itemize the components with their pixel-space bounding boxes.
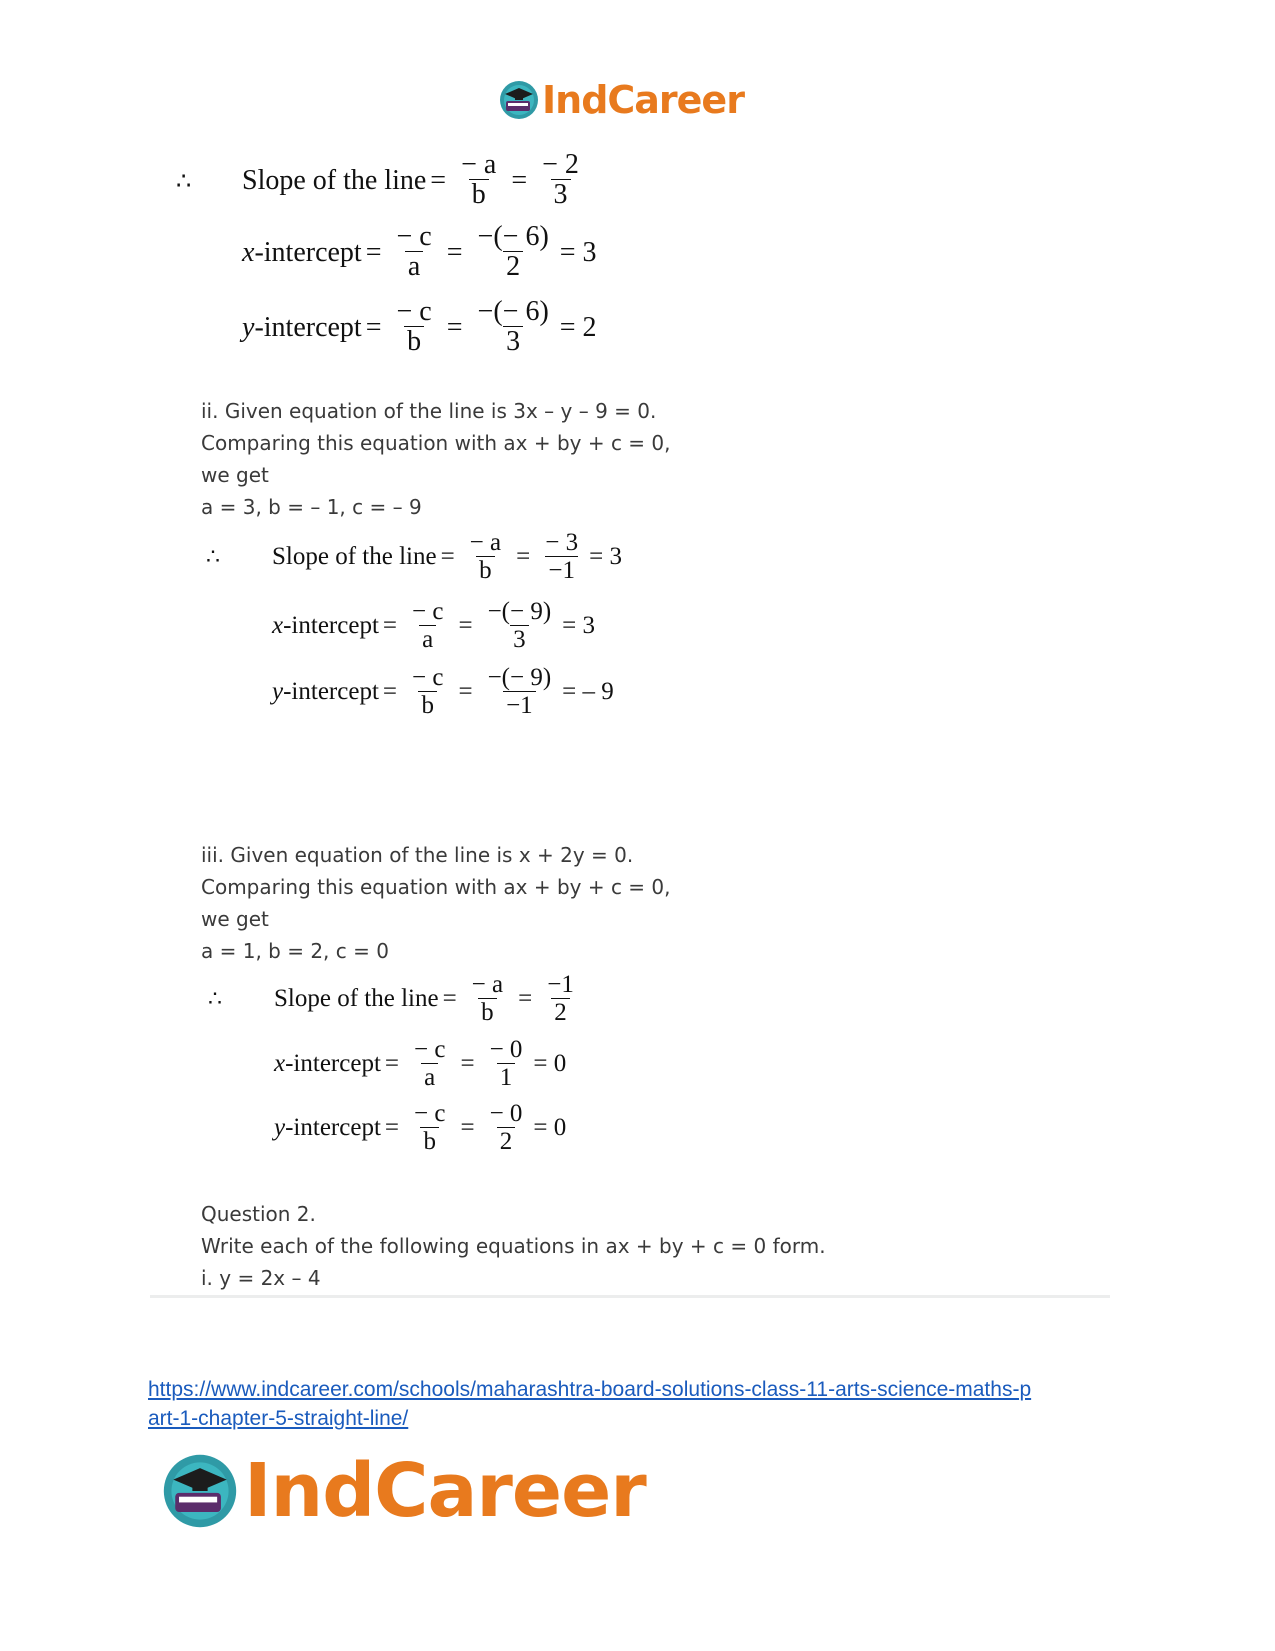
part1-x-intercept-equation: x -intercept = $\frac{- c}{a}$ = $\frac{-(- 6)}{2}$ = 3	[242, 221, 597, 283]
fraction: $\frac{-(- 6)}{3}$	[477, 296, 549, 358]
part3-text-block	[201, 839, 671, 967]
fraction: $\frac{-(- 6)}{2}$	[477, 221, 549, 283]
slope-result: = 3	[589, 543, 622, 571]
y-intercept-label: -intercept	[283, 678, 379, 706]
y-intercept-result: = – 9	[562, 678, 614, 706]
x-intercept-result: = 3	[562, 612, 596, 640]
fraction: $\frac{- c}{b}$	[412, 664, 444, 720]
fraction: $\frac{- 0}{2}$	[489, 1100, 523, 1156]
x-intercept-label: -intercept	[254, 236, 362, 268]
fraction: $\frac{-(- 9)}{3}$	[487, 598, 552, 654]
slope-label: Slope of the line	[242, 164, 427, 196]
fraction: $\frac{- a}{b}$	[471, 971, 504, 1027]
part2-y-intercept-equation: y -intercept = $\frac{- c}{b}$ = $\frac{-(- 9)}{-1}$ = – 9	[272, 664, 614, 720]
y-intercept-label: -intercept	[285, 1114, 381, 1142]
part3-given-line: iii. Given equation of the line is x + 2y = 0.	[201, 843, 634, 867]
fraction: $\frac{- c}{b}$	[396, 296, 432, 358]
part3-comparing-line: Comparing this equation with ax + by + c = 0,	[201, 875, 671, 899]
x-intercept-result: = 0	[533, 1050, 567, 1078]
part1-slope-equation: ∴ Slope of the line = $\frac{- a}{b}$ = $\frac{- 2}{3}$	[176, 150, 590, 211]
part2-text-block	[201, 395, 671, 523]
url-line-2: art-1-chapter-5-straight-line/	[148, 1407, 409, 1430]
y-intercept-result: = 0	[533, 1114, 567, 1142]
graduation-book-icon	[498, 79, 540, 121]
part3-coefficients: a = 1, b = 2, c = 0	[201, 939, 389, 963]
fraction: $\frac{- c}{b}$	[414, 1100, 446, 1156]
graduation-book-icon	[160, 1451, 240, 1531]
part2-x-intercept-equation: x -intercept = $\frac{- c}{a}$ = $\frac{-(- 9)}{3}$ = 3	[272, 598, 596, 654]
fraction: $\frac{- 0}{1}$	[489, 1036, 523, 1092]
part1-y-intercept-equation: y -intercept = $\frac{- c}{b}$ = $\frac{-(- 6)}{3}$ = 2	[242, 296, 597, 358]
part2-we-get: we get	[201, 463, 269, 487]
y-intercept-result: = 2	[559, 311, 597, 343]
x-intercept-result: = 3	[559, 236, 597, 268]
y-intercept-label: -intercept	[254, 311, 362, 343]
part2-slope-equation: ∴ Slope of the line = $\frac{- a}{b}$ = $\frac{- 3}{-1}$ = 3	[206, 529, 622, 585]
fraction: $\frac{- c}{a}$	[396, 221, 432, 283]
url-line-1: https://www.indcareer.com/schools/maharashtra-board-solutions-class-11-arts-science-maths-p	[148, 1378, 1032, 1401]
content-divider	[150, 1295, 1110, 1298]
part2-comparing-line: Comparing this equation with ax + by + c = 0,	[201, 431, 671, 455]
fraction: $\frac{- a}{b}$	[461, 149, 497, 211]
x-intercept-label: -intercept	[283, 612, 379, 640]
fraction: $\frac{- 2}{3}$	[542, 149, 579, 211]
fraction: $\frac{- c}{a}$	[414, 1036, 446, 1092]
x-intercept-label: -intercept	[285, 1050, 381, 1078]
source-url-link[interactable]	[148, 1375, 1031, 1433]
slope-label: Slope of the line	[272, 543, 437, 571]
footer-logo	[160, 1448, 646, 1534]
header-logo	[498, 78, 744, 122]
fraction: $\frac{-(- 9)}{-1}$	[487, 664, 552, 720]
fraction: $\frac{- 3}{-1}$	[545, 529, 579, 585]
footer-brand-text: IndCareer	[244, 1448, 646, 1534]
part3-we-get: we get	[201, 907, 269, 931]
therefore-symbol: ∴	[208, 986, 222, 1012]
therefore-symbol: ∴	[206, 544, 220, 570]
question2-prompt: Write each of the following equations in ax + by + c = 0 form.	[201, 1234, 826, 1258]
question2-block	[201, 1198, 826, 1294]
part3-slope-equation: ∴ Slope of the line = $\frac{- a}{b}$ = $\frac{-1}{2}$	[208, 972, 585, 1027]
question2-title: Question 2.	[201, 1202, 316, 1226]
part2-coefficients: a = 3, b = – 1, c = – 9	[201, 495, 422, 519]
slope-label: Slope of the line	[274, 985, 439, 1013]
part3-x-intercept-equation: x -intercept = $\frac{- c}{a}$ = $\frac{- 0}{1}$ = 0	[274, 1036, 567, 1092]
part2-given-line: ii. Given equation of the line is 3x – y – 9 = 0.	[201, 399, 657, 423]
fraction: $\frac{- a}{b}$	[469, 529, 502, 585]
therefore-symbol: ∴	[176, 166, 192, 195]
fraction: $\frac{-1}{2}$	[547, 971, 574, 1027]
question2-item1: i. y = 2x – 4	[201, 1266, 321, 1290]
header-brand-text: IndCareer	[542, 78, 744, 122]
fraction: $\frac{- c}{a}$	[412, 598, 444, 654]
part3-y-intercept-equation: y -intercept = $\frac{- c}{b}$ = $\frac{- 0}{2}$ = 0	[274, 1100, 567, 1156]
